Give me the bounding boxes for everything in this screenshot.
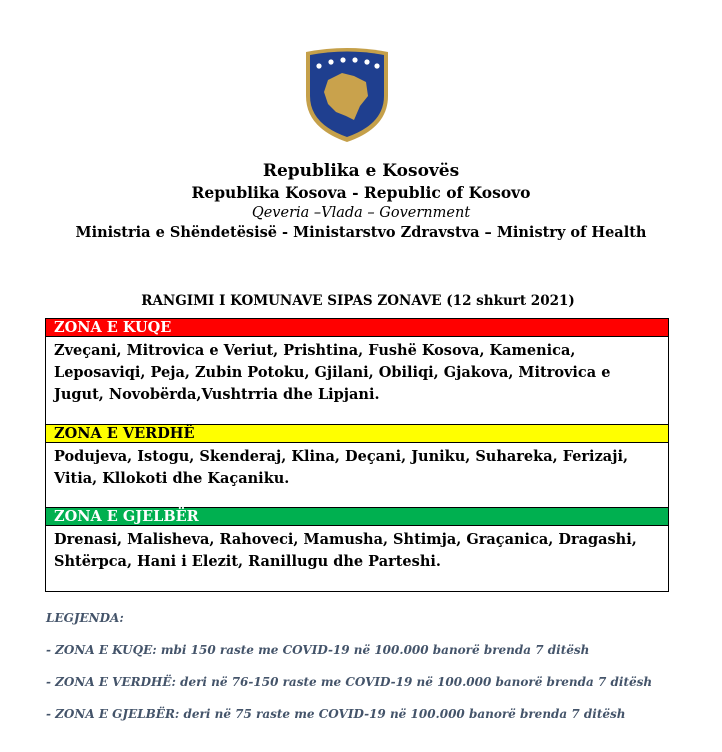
header-subtitle: Republika Kosova - Republic of Kosovo: [191, 183, 531, 202]
legend-item-green: - ZONA E GJELBËR: deri në 75 raste me COVID-19 në 100.000 banorë brenda 7 ditësh: [46, 707, 626, 721]
zone-green-label: ZONA E GJELBËR: [46, 508, 668, 526]
zone-yellow: [46, 425, 668, 508]
legend-item-yellow: - ZONA E VERDHË: deri në 76-150 raste me COVID-19 në 100.000 banorë brenda 7 ditësh: [46, 675, 653, 689]
legend: [46, 610, 686, 738]
zones-table: [45, 318, 669, 592]
zone-yellow-label: ZONA E VERDHË: [46, 425, 668, 443]
zone-red-label: ZONA E KUQE: [46, 319, 668, 337]
header-title: Republika e Kosovës: [262, 161, 460, 181]
legend-item-red: - ZONA E KUQE: mbi 150 raste me COVID-19 në 100.000 banorë brenda 7 ditësh: [46, 643, 590, 657]
zone-green-municipalities: Drenasi, Malisheva, Rahoveci, Mamusha, Shtimja, Graçanica, Dragashi, Shtërpca, Hani i Elezit, Ranillugu dhe Parteshi.: [54, 531, 637, 570]
table-title: RANGIMI I KOMUNAVE SIPAS ZONAVE (12 shkurt 2021): [141, 293, 575, 309]
zone-red-municipalities: Zveçani, Mitrovica e Veriut, Prishtina, Fushë Kosova, Kamenica, Leposaviqi, Peja, Zubin Potoku, Gjilani, Obiliqi, Gjakova, Mitrovica e Jugut, Novobërda,Vushtrria dhe Lipjani.: [46, 337, 668, 425]
zone-red: [46, 319, 668, 425]
header-ministry: Ministria e Shëndetësisë - Ministarstvo Zdravstva – Ministry of Health: [75, 224, 647, 241]
header-government: Qeveria –Vlada – Government: [251, 205, 471, 221]
kosovo-coat-of-arms-icon: [302, 46, 392, 144]
legend-title: LEGJENDA:: [46, 611, 124, 625]
zone-green: [46, 508, 668, 573]
zone-yellow-municipalities: Podujeva, Istogu, Skenderaj, Klina, Deçani, Juniku, Suhareka, Ferizaji, Vitia, Kllokoti dhe Kaçaniku.: [46, 443, 668, 508]
